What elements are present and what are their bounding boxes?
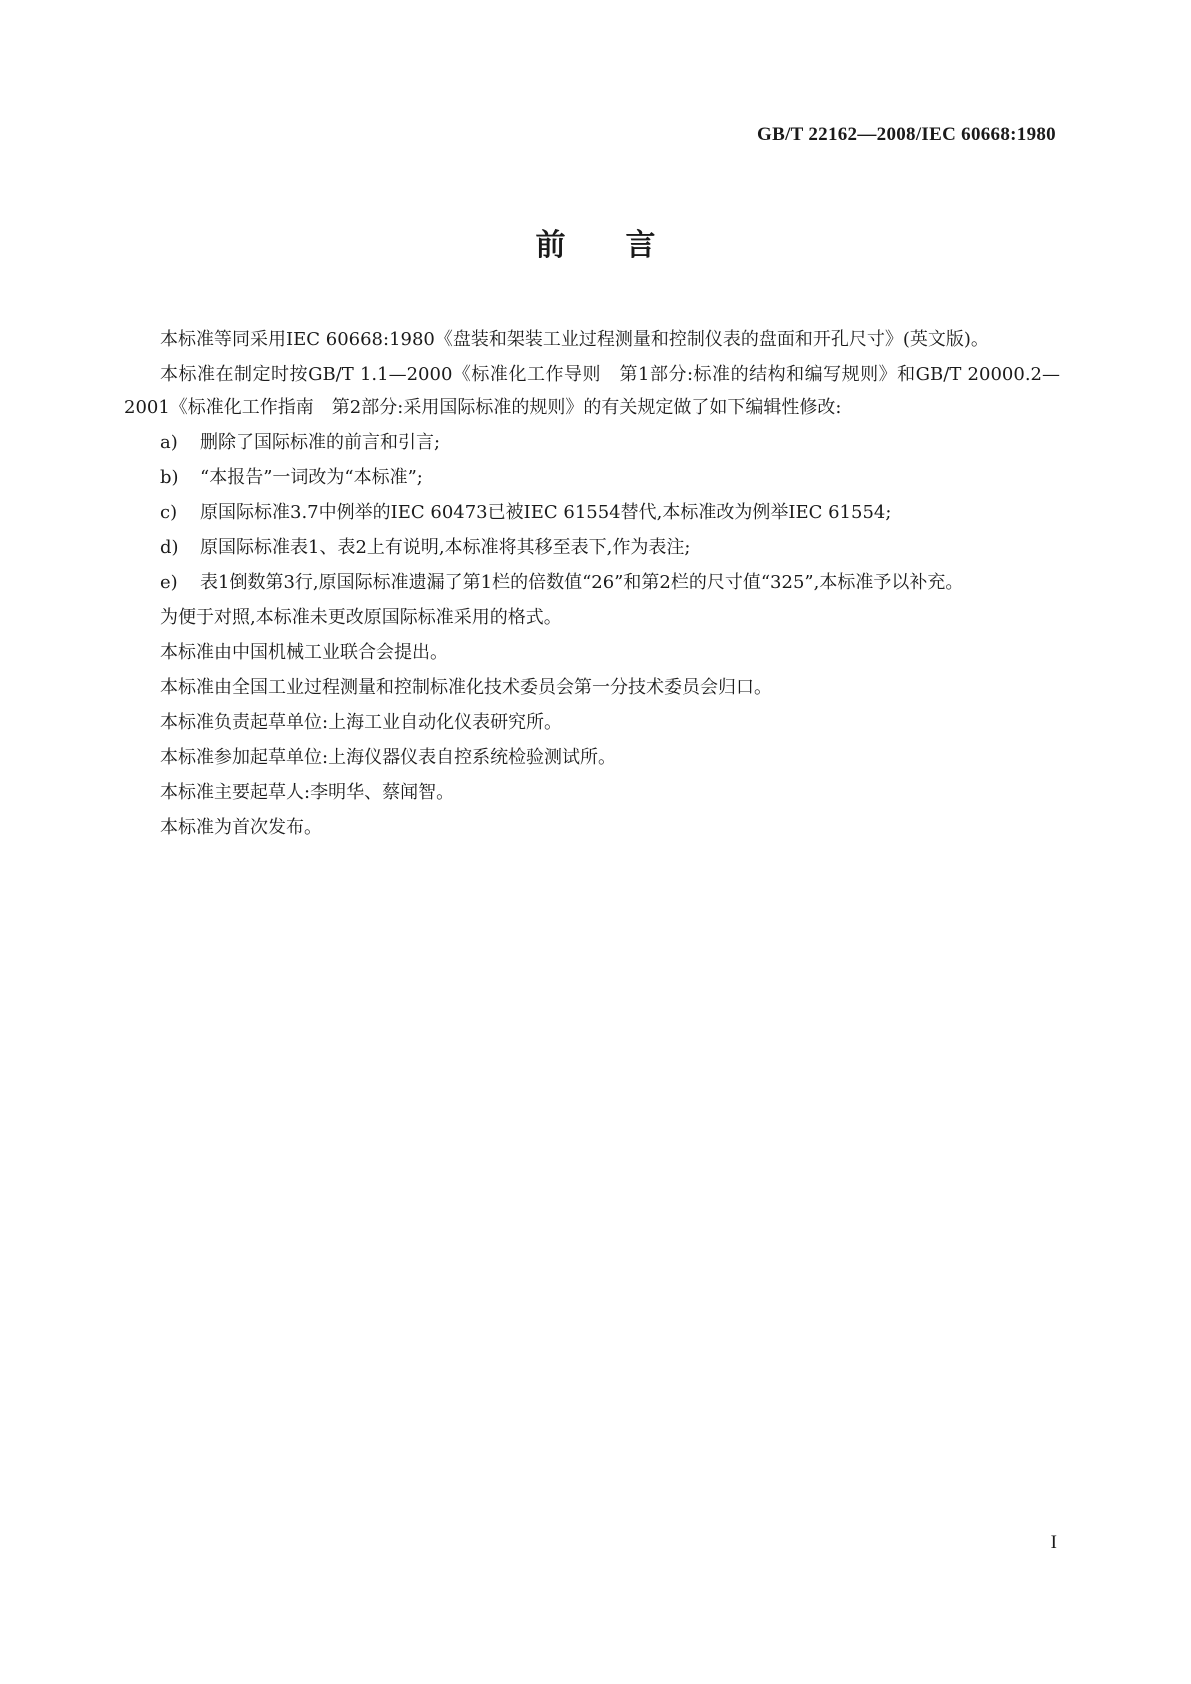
list-item-label: b) <box>160 467 179 488</box>
paragraph-first-release: 本标准为首次发布。 <box>160 817 322 838</box>
list-item <box>124 461 1060 494</box>
list-item-label: a) <box>160 432 178 453</box>
list-item <box>124 426 1060 459</box>
paragraph-editorial-changes: 本标准在制定时按GB/T 1.1—2000《标准化工作导则 第1部分:标准的结构和编写规则》和GB/T 20000.2—2001《标准化工作指南 第2部分:采用国际标准的规则》的有关规定做了如下编辑性修改: <box>124 364 1060 418</box>
list-item-label: d) <box>160 537 179 558</box>
paragraph-participating-unit: 本标准参加起草单位:上海仪器仪表自控系统检验测试所。 <box>160 747 617 768</box>
list-item-text: 原国际标准表1、表2上有说明,本标准将其移至表下,作为表注; <box>200 537 691 558</box>
list-item-text: 删除了国际标准的前言和引言; <box>200 432 441 453</box>
list-item-text: 原国际标准3.7中例举的IEC 60473已被IEC 61554替代,本标准改为例举IEC 61554; <box>200 502 892 523</box>
paragraph-drafters: 本标准主要起草人:李明华、蔡闻智。 <box>160 782 455 803</box>
page-number: I <box>1050 1532 1057 1553</box>
page-title: 前言 <box>535 228 716 263</box>
standard-code: GB/T 22162—2008/IEC 60668:1980 <box>757 124 1056 145</box>
list-item-text: 表1倒数第3行,原国际标准遗漏了第1栏的倍数值“26”和第2栏的尺寸值“325”,本标准予以补充。 <box>200 572 964 593</box>
paragraph-committee: 本标准由全国工业过程测量和控制标准化技术委员会第一分技术委员会归口。 <box>160 677 772 698</box>
paragraph-proposer: 本标准由中国机械工业联合会提出。 <box>160 642 448 663</box>
list-item <box>124 566 1060 599</box>
list-item-label: e) <box>160 572 178 593</box>
paragraph-drafting-unit: 本标准负责起草单位:上海工业自动化仪表研究所。 <box>160 712 563 733</box>
list-item <box>124 531 1060 564</box>
foreword-body <box>124 323 1060 846</box>
list-item-text: “本报告”一词改为“本标准”; <box>200 467 423 488</box>
paragraph-adoption: 本标准等同采用IEC 60668:1980《盘装和架装工业过程测量和控制仪表的盘面和开孔尺寸》(英文版)。 <box>160 329 989 350</box>
paragraph-format: 为便于对照,本标准未更改原国际标准采用的格式。 <box>160 607 562 628</box>
list-item-label: c) <box>160 502 178 523</box>
list-item <box>124 496 1060 529</box>
